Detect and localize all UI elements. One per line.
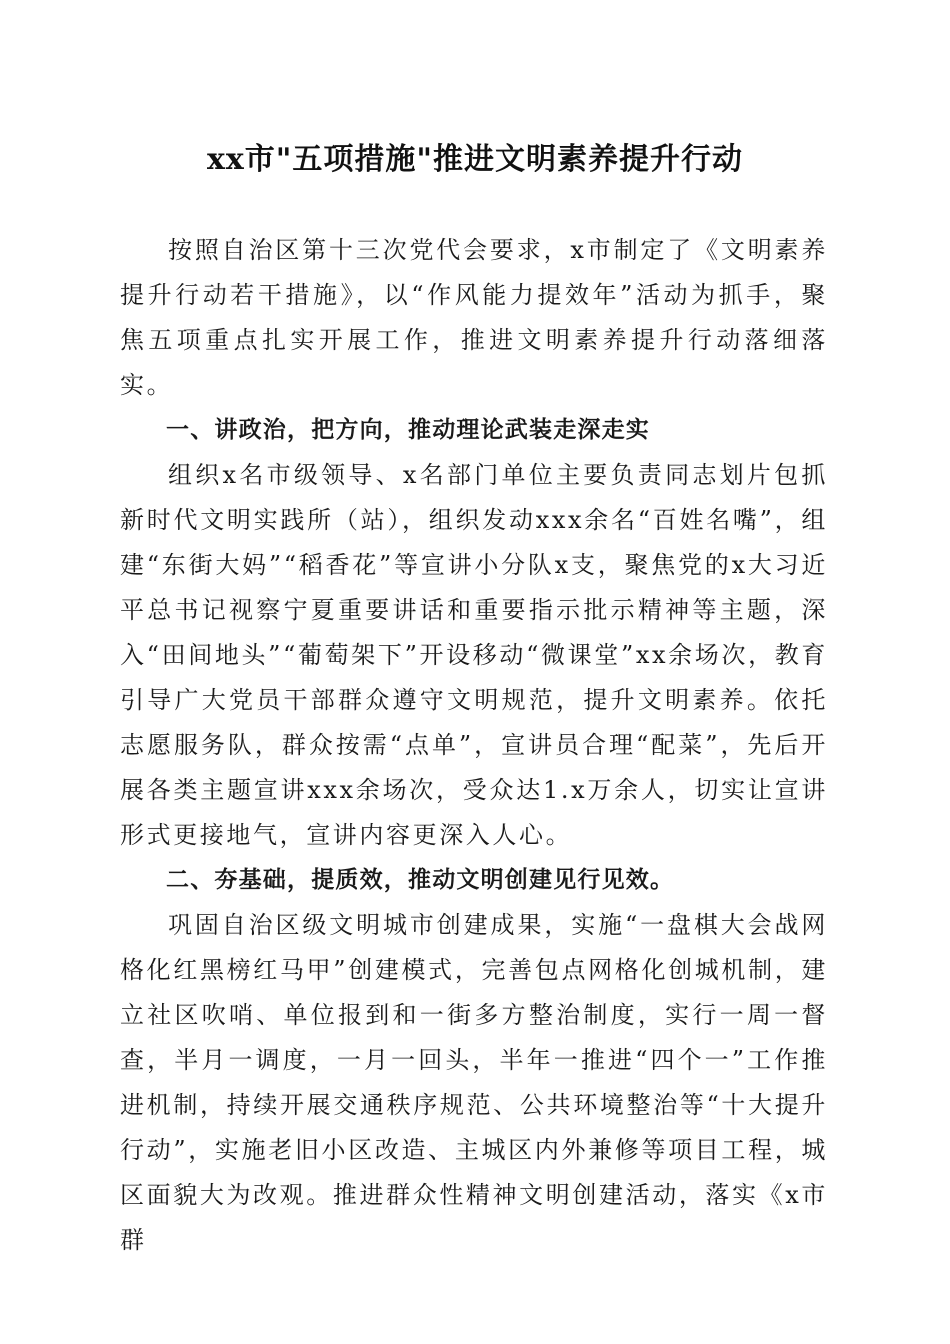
intro-paragraph: 按照自治区第十三次党代会要求，x市制定了《文明素养提升行动若干措施》，以“作风能力提效年”活动为抓手，聚焦五项重点扎实开展工作，推进文明素养提升行动落细落实。 (120, 236, 828, 399)
section-1-heading: 一、讲政治，把方向，推动理论武装走深走实 (166, 417, 650, 443)
document-title: xx市"五项措施"推进文明素养提升行动 (206, 142, 744, 177)
document-body (120, 228, 828, 1263)
section-1-paragraph: 组织x名市级领导、x名部门单位主要负责同志划片包抓新时代文明实践所（站），组织发动xxx余名“百姓名嘴”，组建“东街大妈”“稻香花”等宣讲小分队x支，聚焦党的x大习近平总书记视察宁夏重要讲话和重要指示批示精神等主题，深入“田间地头”“葡萄架下”开设移动“微课堂”xx余场次，教育引导广大党员干部群众遵守文明规范，提升文明素养。依托志愿服务队，群众按需“点单”，宣讲员合理“配菜”，先后开展各类主题宣讲xxx余场次，受众达1.x万余人，切实让宣讲形式更接地气，宣讲内容更深入人心。 (120, 461, 828, 849)
section-2-paragraph: 巩固自治区级文明城市创建成果，实施“一盘棋大会战网格化红黑榜红马甲”创建模式，完善包点网格化创城机制，建立社区吹哨、单位报到和一街多方整治制度，实行一周一督查，半月一调度，一月一回头，半年一推进“四个一”工作推进机制，持续开展交通秩序规范、公共环境整治等“十大提升行动”，实施老旧小区改造、主城区内外兼修等项目工程，城区面貌大为改观。推进群众性精神文明创建活动，落实《x市群 (120, 911, 828, 1254)
section-2-heading: 二、夯基础，提质效，推动文明创建见行见效。 (166, 867, 675, 893)
